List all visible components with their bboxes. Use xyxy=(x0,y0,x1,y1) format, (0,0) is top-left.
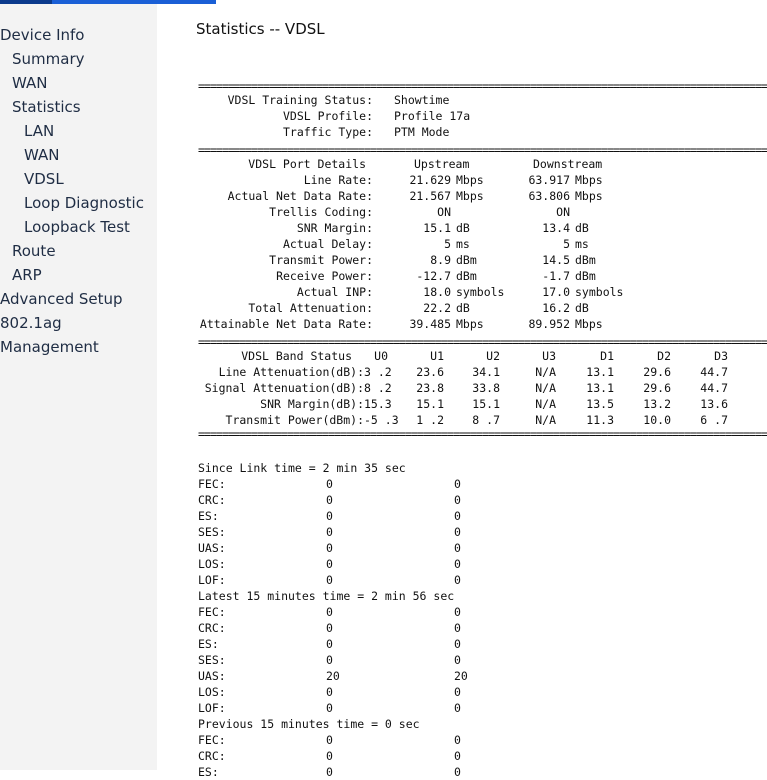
band-value: N/A xyxy=(535,397,556,411)
band-value: 44.7 xyxy=(700,365,728,379)
counter-upstream: 0 xyxy=(326,573,333,587)
counter-label: ES: xyxy=(198,765,219,779)
counter-upstream: 0 xyxy=(326,765,333,779)
nav-item-lan-4[interactable]: LAN xyxy=(24,122,55,140)
counter-downstream: 0 xyxy=(454,493,461,507)
counter-upstream: 0 xyxy=(326,541,333,555)
counter-upstream: 0 xyxy=(326,509,333,523)
training-label: VDSL Profile: xyxy=(282,109,373,123)
port-down-value: 5 xyxy=(563,237,570,251)
counter-downstream: 0 xyxy=(454,733,461,747)
port-down-unit: dB xyxy=(575,221,589,235)
port-up-unit: Mbps xyxy=(456,189,484,203)
port-up-unit: Mbps xyxy=(456,317,484,331)
band-col-header: U2 xyxy=(486,349,500,363)
counter-downstream: 0 xyxy=(454,621,461,635)
counter-label: SES: xyxy=(198,525,226,539)
port-down-unit: symbols xyxy=(575,285,624,299)
nav-item-advanced-setup-11[interactable]: Advanced Setup xyxy=(0,290,123,308)
band-label: Line Attenuation(dB): xyxy=(218,365,364,379)
port-header-label: VDSL Port Details xyxy=(248,157,366,171)
port-up-value: 5 xyxy=(444,237,451,251)
port-up-unit: ms xyxy=(456,237,470,251)
counter-label: CRC: xyxy=(198,749,226,763)
counter-upstream: 0 xyxy=(326,685,333,699)
band-value: 33.8 xyxy=(472,381,500,395)
counter-label: UAS: xyxy=(198,541,226,555)
band-col-header: D1 xyxy=(600,349,614,363)
port-label: Actual Net Data Rate: xyxy=(227,189,373,203)
port-up-value: -12.7 xyxy=(416,269,451,283)
port-label: Line Rate: xyxy=(303,173,373,187)
band-value: N/A xyxy=(535,381,556,395)
separator-line: ================================================================================================ xyxy=(198,79,767,93)
counter-upstream: 0 xyxy=(326,621,333,635)
band-value: 8 .7 xyxy=(472,413,500,427)
page-title: Statistics -- VDSL xyxy=(196,20,325,38)
band-value: 29.6 xyxy=(643,381,671,395)
port-down-value: 63.917 xyxy=(528,173,570,187)
counter-downstream: 0 xyxy=(454,653,461,667)
nav-item-loopback-test-8[interactable]: Loopback Test xyxy=(24,218,130,236)
counter-downstream: 0 xyxy=(454,701,461,715)
separator-line: ================================================================================================ xyxy=(198,143,767,157)
port-up-unit: dB xyxy=(456,301,470,315)
port-down-value: -1.7 xyxy=(542,269,570,283)
separator-line: ================================================================================================ xyxy=(198,335,767,349)
port-down-unit: dB xyxy=(575,301,589,315)
band-value: 34.1 xyxy=(472,365,500,379)
counter-label: ES: xyxy=(198,637,219,651)
counter-label: CRC: xyxy=(198,621,226,635)
port-up-unit: symbols xyxy=(456,285,505,299)
nav-item-802-1ag-12[interactable]: 802.1ag xyxy=(0,314,62,332)
counter-upstream: 0 xyxy=(326,477,333,491)
band-value: 13.1 xyxy=(586,365,614,379)
band-value: -5 .3 xyxy=(364,413,399,427)
band-value: 23.6 xyxy=(416,365,444,379)
band-value: 1 .2 xyxy=(416,413,444,427)
port-label: Total Attenuation: xyxy=(248,301,373,315)
counter-upstream: 0 xyxy=(326,749,333,763)
port-down-value: 13.4 xyxy=(542,221,570,235)
counter-downstream: 0 xyxy=(454,685,461,699)
separator-line: ================================================================================================ xyxy=(198,427,767,441)
port-label: Actual INP: xyxy=(296,285,373,299)
port-header-up: Upstream xyxy=(414,157,470,171)
training-value: Profile 17a xyxy=(394,109,471,123)
band-value: N/A xyxy=(535,413,556,427)
port-up-unit: dB xyxy=(456,221,470,235)
counter-label: ES: xyxy=(198,509,219,523)
counter-downstream: 0 xyxy=(454,477,461,491)
port-up-value: 8.9 xyxy=(430,253,451,267)
counter-downstream: 0 xyxy=(454,637,461,651)
band-value: 15.1 xyxy=(472,397,500,411)
band-value: 15.3 xyxy=(364,397,392,411)
band-value: 44.7 xyxy=(700,381,728,395)
counter-label: LOF: xyxy=(198,573,226,587)
port-down-value: ON xyxy=(556,205,570,219)
counter-downstream: 0 xyxy=(454,525,461,539)
counter-upstream: 20 xyxy=(326,669,340,683)
counter-heading-text: Latest 15 minutes time = 2 min 56 sec xyxy=(198,589,455,603)
port-header-down: Downstream xyxy=(533,157,603,171)
counter-downstream: 0 xyxy=(454,605,461,619)
port-down-unit: dBm xyxy=(575,253,596,267)
band-value: 29.6 xyxy=(643,365,671,379)
counter-downstream: 0 xyxy=(454,573,461,587)
counter-label: FEC: xyxy=(198,477,226,491)
port-up-value: 39.485 xyxy=(409,317,451,331)
nav-item-management-13[interactable]: Management xyxy=(0,338,99,356)
port-up-value: 21.629 xyxy=(409,173,451,187)
nav-item-statistics-3[interactable]: Statistics xyxy=(12,98,81,116)
counter-upstream: 0 xyxy=(326,557,333,571)
counter-label: CRC: xyxy=(198,493,226,507)
counter-label: LOF: xyxy=(198,701,226,715)
sidebar-nav xyxy=(0,4,157,770)
nav-item-route-9[interactable]: Route xyxy=(12,242,56,260)
port-label: Transmit Power: xyxy=(269,253,373,267)
vdsl-stats-panel xyxy=(198,0,767,779)
training-label: VDSL Training Status: xyxy=(227,93,373,107)
nav-item-device-info-0[interactable]: Device Info xyxy=(0,26,85,44)
band-col-header: U0 xyxy=(374,349,388,363)
counter-upstream: 0 xyxy=(326,605,333,619)
counter-upstream: 0 xyxy=(326,493,333,507)
port-up-unit: dBm xyxy=(456,253,477,267)
band-value: 8 .2 xyxy=(364,381,392,395)
counter-label: LOS: xyxy=(198,685,226,699)
port-label: Trellis Coding: xyxy=(269,205,373,219)
port-up-unit: Mbps xyxy=(456,173,484,187)
counter-upstream: 0 xyxy=(326,733,333,747)
band-label: Transmit Power(dBm): xyxy=(225,413,364,427)
port-label: Actual Delay: xyxy=(282,237,373,251)
training-label: Traffic Type: xyxy=(282,125,373,139)
counter-label: FEC: xyxy=(198,733,226,747)
port-down-value: 63.806 xyxy=(528,189,570,203)
port-down-value: 17.0 xyxy=(542,285,570,299)
band-label: SNR Margin(dB): xyxy=(260,397,364,411)
counter-downstream: 0 xyxy=(454,557,461,571)
port-down-value: 89.952 xyxy=(528,317,570,331)
nav-item-summary-1[interactable]: Summary xyxy=(12,50,85,68)
band-value: 13.6 xyxy=(700,397,728,411)
port-down-unit: Mbps xyxy=(575,189,603,203)
counter-upstream: 0 xyxy=(326,525,333,539)
training-value: PTM Mode xyxy=(394,125,450,139)
band-value: N/A xyxy=(535,365,556,379)
band-col-header: D2 xyxy=(657,349,671,363)
nav-item-wan-5[interactable]: WAN xyxy=(24,146,60,164)
counter-downstream: 0 xyxy=(454,749,461,763)
band-col-header: U3 xyxy=(542,349,556,363)
port-down-unit: Mbps xyxy=(575,173,603,187)
band-value: 13.1 xyxy=(586,381,614,395)
counter-label: UAS: xyxy=(198,669,226,683)
counter-label: LOS: xyxy=(198,557,226,571)
nav-item-wan-2[interactable]: WAN xyxy=(12,74,48,92)
band-value: 3 .2 xyxy=(364,365,392,379)
counter-downstream: 20 xyxy=(454,669,468,683)
port-down-unit: ms xyxy=(575,237,589,251)
port-down-value: 16.2 xyxy=(542,301,570,315)
counter-upstream: 0 xyxy=(326,701,333,715)
port-down-unit: Mbps xyxy=(575,317,603,331)
port-up-value: 15.1 xyxy=(423,221,451,235)
counter-label: SES: xyxy=(198,653,226,667)
counter-downstream: 0 xyxy=(454,509,461,523)
counter-heading-text: Since Link time = 2 min 35 sec xyxy=(198,461,406,475)
nav-item-loop-diagnostic-7[interactable]: Loop Diagnostic xyxy=(24,194,144,212)
counter-label: FEC: xyxy=(198,605,226,619)
counter-downstream: 0 xyxy=(454,541,461,555)
port-down-unit: dBm xyxy=(575,269,596,283)
band-col-header: U1 xyxy=(430,349,444,363)
port-label: Receive Power: xyxy=(276,269,373,283)
counter-upstream: 0 xyxy=(326,637,333,651)
port-up-value: 18.0 xyxy=(423,285,451,299)
band-label: Signal Attenuation(dB): xyxy=(204,381,364,395)
counter-heading-text: Previous 15 minutes time = 0 sec xyxy=(198,717,420,731)
band-value: 15.1 xyxy=(416,397,444,411)
port-up-value: ON xyxy=(437,205,451,219)
band-col-header: D3 xyxy=(714,349,728,363)
band-value: 10.0 xyxy=(643,413,671,427)
band-value: 13.5 xyxy=(586,397,614,411)
nav-item-arp-10[interactable]: ARP xyxy=(12,266,42,284)
band-header-label: VDSL Band Status xyxy=(241,349,352,363)
port-up-value: 21.567 xyxy=(409,189,451,203)
port-label: Attainable Net Data Rate: xyxy=(199,317,373,331)
port-up-value: 22.2 xyxy=(423,301,451,315)
counter-upstream: 0 xyxy=(326,653,333,667)
nav-item-vdsl-6[interactable]: VDSL xyxy=(24,170,64,188)
band-value: 6 .7 xyxy=(700,413,728,427)
band-value: 23.8 xyxy=(416,381,444,395)
port-down-value: 14.5 xyxy=(542,253,570,267)
port-up-unit: dBm xyxy=(456,269,477,283)
counter-downstream: 0 xyxy=(454,765,461,779)
band-value: 13.2 xyxy=(643,397,671,411)
band-value: 11.3 xyxy=(586,413,614,427)
training-value: Showtime xyxy=(394,93,450,107)
port-label: SNR Margin: xyxy=(296,221,373,235)
